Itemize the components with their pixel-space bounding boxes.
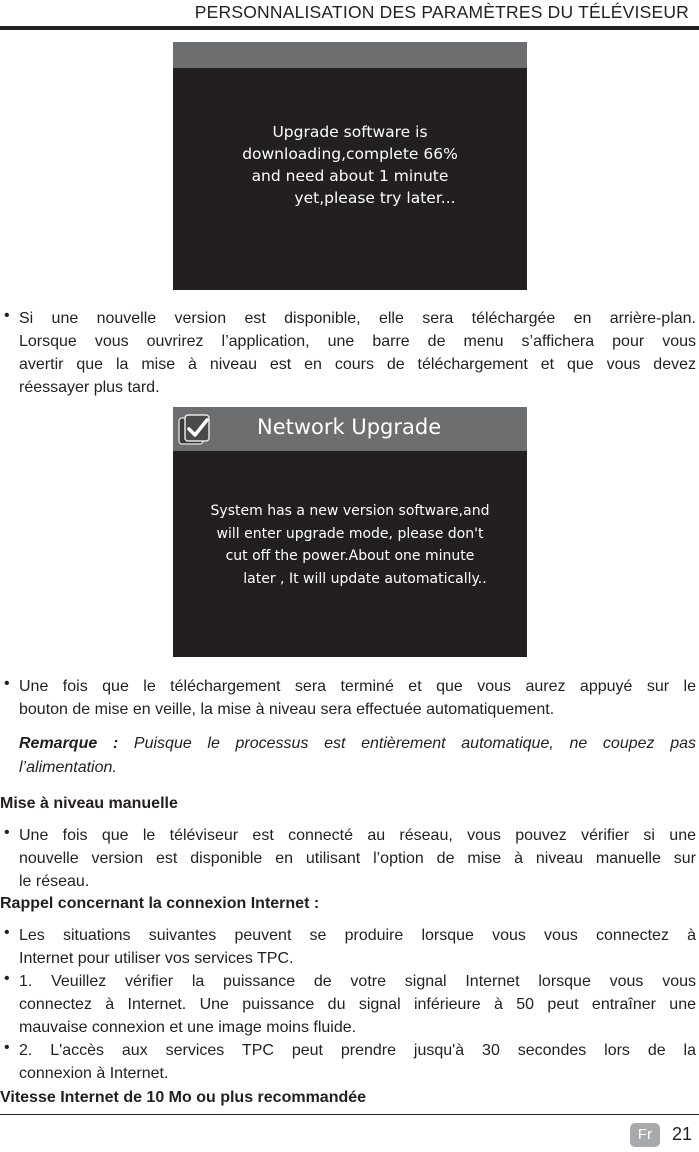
header-rule xyxy=(0,26,699,30)
text-line: Si une nouvelle version est disponible, elle sera téléchargée en arrière-plan. xyxy=(19,310,696,327)
bullet-text xyxy=(19,970,696,1039)
download-message xyxy=(173,121,527,209)
header-title: PERSONNALISATION DES PARAMÈTRES DU TÉLÉVISEUR xyxy=(194,2,689,22)
tv-screenshot-downloading xyxy=(173,42,527,290)
remark-text: Puisque le processus est entièrement automatique, ne coupez pas xyxy=(133,735,696,752)
text-line: nouvelle version est disponible en utilisant l’option de mise à niveau manuelle sur xyxy=(19,850,696,867)
bullet-dot: • xyxy=(4,924,10,941)
text-line: l’alimentation. xyxy=(19,759,117,776)
heading-internet-reminder: Rappel concernant la connexion Internet : xyxy=(0,895,320,912)
bullet-text xyxy=(19,675,696,721)
text-line xyxy=(19,732,696,756)
text-line: mauvaise connexion et une image moins fluide. xyxy=(19,1019,357,1036)
bullet-text xyxy=(19,1039,696,1085)
download-message-line: downloading,complete 66% xyxy=(242,145,458,163)
heading-manual-upgrade: Mise à niveau manuelle xyxy=(0,795,178,812)
bullet-text xyxy=(19,924,696,970)
text-line: Une fois que le téléchargement sera terminé et que vous aurez appuyé sur le xyxy=(19,678,696,695)
upgrade-message xyxy=(173,500,527,590)
text-line: Les situations suivantes peuvent se produire lorsque vous vous connectez à xyxy=(19,927,696,944)
download-message-line: yet,please try later... xyxy=(294,189,456,207)
network-upgrade-title: Network Upgrade xyxy=(257,415,442,439)
remark-label: Remarque : xyxy=(19,735,119,752)
bullet-dot: • xyxy=(4,824,10,841)
remark-note xyxy=(19,732,696,780)
text-line: Une fois que le téléviseur est connecté au réseau, vous pouvez vérifier si une xyxy=(19,827,696,844)
download-message-line: and need about 1 minute xyxy=(251,167,449,185)
upgrade-message-line: will enter upgrade mode, please don't xyxy=(216,525,484,542)
text-line: 1. Veuillez vérifier la puissance de votre signal Internet lorsque vous vous xyxy=(19,973,696,990)
text-line: bouton de mise en veille, la mise à niveau sera effectuée automatiquement. xyxy=(19,701,555,718)
text-line: 2. L'accès aux services TPC peut prendre jusqu'à 30 secondes lors de la xyxy=(19,1042,696,1059)
text-line: connectez à Internet. Une puissance du signal inférieure à 50 peut entraîner une xyxy=(19,996,696,1013)
text-line: connexion à Internet. xyxy=(19,1065,169,1082)
text-line: Internet pour utiliser vos services TPC. xyxy=(19,950,294,967)
page-header xyxy=(0,0,699,30)
screen-top-bar xyxy=(173,42,527,68)
footer-rule xyxy=(0,1114,699,1115)
language-badge: Fr xyxy=(630,1123,660,1147)
heading-internet-speed: Vitesse Internet de 10 Mo ou plus recommandée xyxy=(0,1089,367,1106)
page-number: 21 xyxy=(672,1124,693,1144)
bullet-dot: • xyxy=(4,307,10,324)
text-line: avertir que la mise à niveau est en cours de téléchargement et que vous devez xyxy=(19,356,696,373)
text-line: réessayer plus tard. xyxy=(19,379,160,396)
text-line: le réseau. xyxy=(19,873,90,890)
upgrade-message-line: cut off the power.About one minute xyxy=(225,548,475,564)
bullet-dot: • xyxy=(4,1039,10,1056)
tv-screenshot-network-upgrade xyxy=(173,407,527,657)
bullet-text xyxy=(19,307,696,399)
upgrade-message-line: later , It will update automatically.. xyxy=(243,570,487,587)
bullet-dot: • xyxy=(4,970,10,987)
bullet-dot: • xyxy=(4,675,10,692)
bullet-text xyxy=(19,824,696,893)
upgrade-check-icon xyxy=(177,412,213,448)
download-message-line: Upgrade software is xyxy=(272,123,428,141)
text-line: Lorsque vous ouvrirez l’application, une barre de menu s’affichera pour vous xyxy=(19,333,696,350)
upgrade-message-line: System has a new version software,and xyxy=(210,503,490,519)
